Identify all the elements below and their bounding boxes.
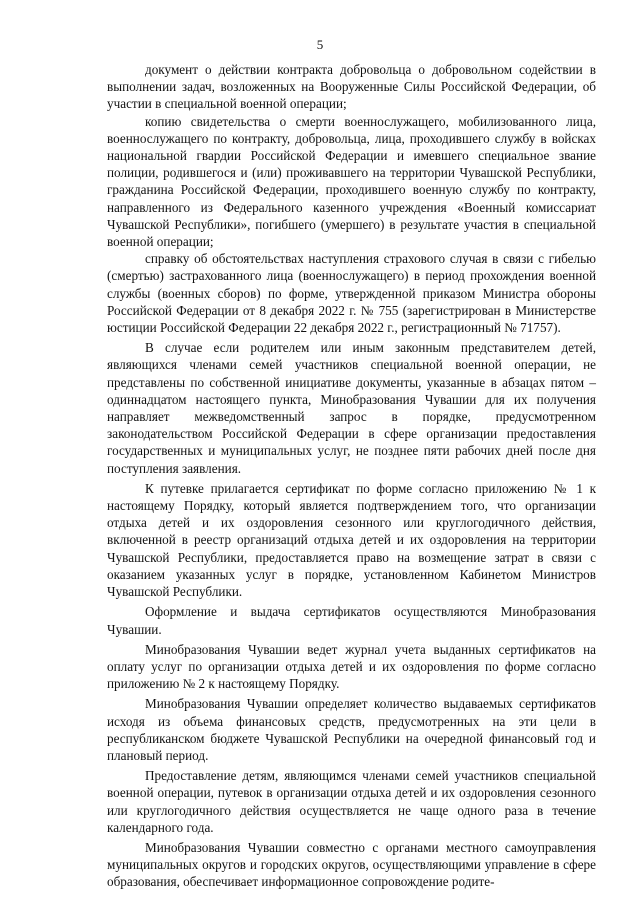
- paragraph-information-support: Минобразования Чувашии совместно с органами местного самоуправления муниципальных округов и городских округов, осуществляющими управление в сфере образования, обеспечивает информационное сопровождение родите-: [107, 839, 596, 890]
- paragraph-certificate-issuance: Оформление и выдача сертификатов осуществляются Минобразования Чувашии.: [107, 604, 596, 637]
- page-number: 5: [316, 37, 324, 52]
- paragraph-contract-document: документ о действии контракта добровольца о добровольном содействии в выполнении задач, возложенных на Вооруженные Силы Российской Федерации, об участии в специальной военной операции;: [107, 62, 596, 112]
- document-body: [107, 61, 596, 891]
- paragraph-interagency-request: В случае если родителем или иным законным представителем детей, являющихся членами семей участников специальной военной операции, не представлены по собственной инициативе документы, указанные в абзацах пятом – одиннадцатом настоящего пункта, Минобразования Чувашии для их получения направляет межведомственный запрос в порядке, предусмотренном законодательством Российской Федерации в сфере организации предоставления государственных и муниципальных услуг, не позднее пяти рабочих дней после дня поступления заявления.: [107, 340, 596, 476]
- paragraph-certificate-journal: Минобразования Чувашии ведет журнал учета выданных сертификатов на оплату услуг по организации отдыха детей и их оздоровления по форме согласно приложению № 2 к настоящему Порядку.: [107, 641, 596, 692]
- paragraph-voucher-certificate: К путевке прилагается сертификат по форме согласно приложению № 1 к настоящему Порядку, который является подтверждением того, что организации отдыха детей и их оздоровления сезонного или круглогодичного действия, включенной в реестр организаций отдыха детей и их оздоровления на территории Чувашской Республики, предоставляется право на возмещение затрат в связи с оказанием указанных услуг в порядке, установленном Кабинетом Министров Чувашской Республики.: [107, 480, 596, 600]
- paragraph-insurance-certificate: справку об обстоятельствах наступления страхового случая в связи с гибелью (смертью) застрахованного лица (военнослужащего) в период прохождения военной службы (военных сборов) по форме, утвержденной приказом Министра обороны Российской Федерации от 8 декабря 2022 г. № 755 (зарегистрирован в Министерстве юстиции Российской Федерации 22 декабря 2022 г., регистрационный № 71757).: [107, 251, 596, 336]
- paragraph-voucher-frequency: Предоставление детям, являющимся членами семей участников специальной военной операции, путевок в организации отдыха детей и их оздоровления сезонного или круглогодичного действия осуществляется не чаще одного раза в течение календарного года.: [107, 768, 596, 835]
- paragraph-death-certificate: копию свидетельства о смерти военнослужащего, мобилизованного лица, военнослужащего по контракту, добровольца, лица, проходившего службу в войсках национальной гвардии Российской Федерации и имевшего специальное звание полиции, родившегося и (или) проживавшего на территории Чувашской Республики, гражданина Российской Федерации, проходившего военную службу по контракту, направленного из Федерального казенного учреждения «Военный комиссариат Чувашской Республики», погибшего (умершего) в результате участия в специальной военной операции;: [107, 113, 596, 250]
- paragraph-certificate-quantity: Минобразования Чувашии определяет количество выдаваемых сертификатов исходя из объема финансовых средств, предусмотренных на эти цели в республиканском бюджете Чувашской Республики на очередной финансовый год и плановый период.: [107, 696, 596, 763]
